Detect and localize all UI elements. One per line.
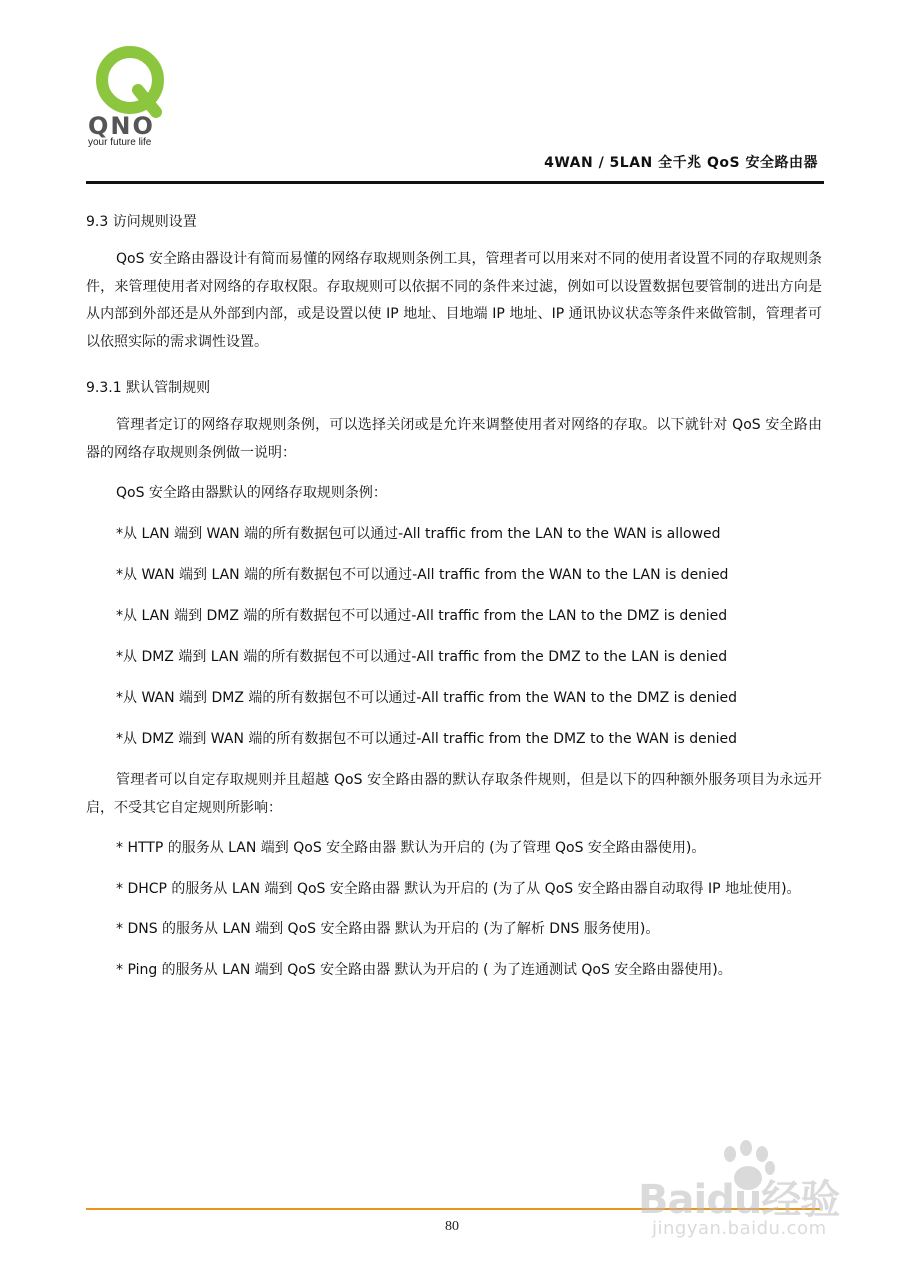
- qno-logo: [86, 40, 206, 152]
- default-rule-item: *从 DMZ 端到 LAN 端的所有数据包不可以通过-All traffic from the DMZ to the LAN is denied: [116, 649, 728, 665]
- logo-wordmark: QNO: [88, 112, 155, 140]
- section-heading: 9.3 访问规则设置: [86, 214, 197, 230]
- section-intro-paragraph: QoS 安全路由器设计有简而易懂的网络存取规则条例工具，管理者可以用来对不同的使用者设置不同的存取规则条件，来管理使用者对网络的存取权限。存取规则可以依据不同的条件来过滤，例如可以设置数据包要管制的进出方向是从内部到外部还是从外部到内部，或是设置以使 IP 地址、目地端 IP 地址、IP 通讯协议状态等条件来做管制，管理者可以依照实际的需求调性设置。: [86, 251, 822, 350]
- watermark-brand: Baidu经验: [638, 1177, 840, 1223]
- page-number: 80: [445, 1219, 459, 1234]
- baidu-watermark: [630, 1140, 870, 1250]
- page-content: [86, 210, 822, 984]
- always-on-service-item: * Ping 的服务从 LAN 端到 QoS 安全路由器 默认为开启的 ( 为了连通测试 QoS 安全路由器使用)。: [116, 961, 732, 978]
- document-header-title: 4WAN / 5LAN 全千兆 QoS 安全路由器: [544, 155, 818, 171]
- always-on-service-item: * HTTP 的服务从 LAN 端到 QoS 安全路由器 默认为开启的 (为了管理 QoS 安全路由器使用)。: [116, 840, 706, 856]
- default-rules-label: QoS 安全路由器默认的网络存取规则条例：: [116, 485, 387, 501]
- subsection-heading: 9.3.1 默认管制规则: [86, 380, 211, 396]
- watermark-url: jingyan.baidu.com: [652, 1218, 827, 1239]
- default-rule-item: *从 WAN 端到 LAN 端的所有数据包不可以通过-All traffic from the WAN to the LAN is denied: [116, 567, 729, 583]
- always-on-service-item: * DHCP 的服务从 LAN 端到 QoS 安全路由器 默认为开启的 (为了从 QoS 安全路由器自动取得 IP 地址使用)。: [116, 880, 801, 897]
- header-divider: [86, 181, 824, 184]
- always-on-service-item: * DNS 的服务从 LAN 端到 QoS 安全路由器 默认为开启的 (为了解析 DNS 服务使用)。: [116, 921, 660, 937]
- default-rule-item: *从 LAN 端到 DMZ 端的所有数据包不可以通过-All traffic from the LAN to the DMZ is denied: [116, 608, 728, 624]
- custom-rules-note: 管理者可以自定存取规则并且超越 QoS 安全路由器的默认存取条件规则，但是以下的四种额外服务项目为永远开启，不受其它自定规则所影响：: [86, 772, 822, 816]
- default-rule-item: *从 DMZ 端到 WAN 端的所有数据包不可以通过-All traffic from the DMZ to the WAN is denied: [116, 731, 738, 747]
- default-rule-item: *从 LAN 端到 WAN 端的所有数据包可以通过-All traffic from the LAN to the WAN is allowed: [116, 526, 721, 542]
- logo-tagline: your future life: [88, 137, 152, 148]
- default-rule-item: *从 WAN 端到 DMZ 端的所有数据包不可以通过-All traffic from the WAN to the DMZ is denied: [116, 690, 738, 706]
- subsection-intro-paragraph: 管理者定订的网络存取规则条例，可以选择关闭或是允许来调整使用者对网络的存取。以下就针对 QoS 安全路由器的网络存取规则条例做一说明：: [86, 417, 822, 461]
- qno-logo-mark: [86, 40, 206, 140]
